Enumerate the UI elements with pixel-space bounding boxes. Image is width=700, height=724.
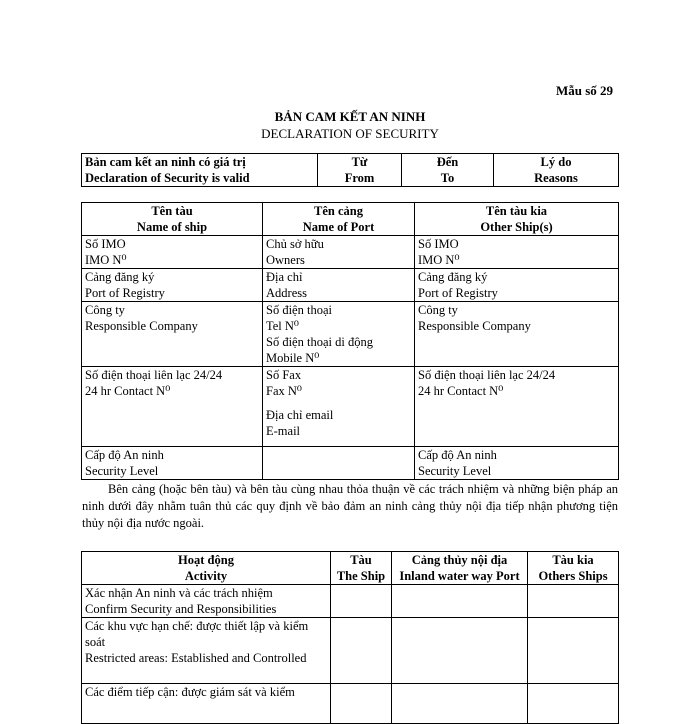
other-imo-en: IMO N⁰	[418, 253, 460, 267]
header-inland-port-en: Inland water way Port	[399, 569, 520, 583]
header-the-ship-en: The Ship	[336, 569, 386, 583]
from-cell[interactable]	[318, 154, 402, 187]
header-other-vi: Tên tàu kia	[485, 204, 548, 218]
from-label-en: From	[344, 171, 375, 185]
port-phone-cell[interactable]	[263, 302, 415, 367]
validity-label-en: Declaration of Security is valid	[85, 171, 250, 185]
header-others-ships-vi: Tàu kia	[552, 553, 594, 567]
port-address-cell[interactable]	[263, 269, 415, 302]
header-others-ships	[528, 552, 619, 585]
header-activity	[82, 552, 331, 585]
other-security-en: Security Level	[418, 464, 492, 478]
header-activity-vi: Hoạt động	[178, 553, 234, 567]
header-others-ships-en: Others Ships	[538, 569, 608, 583]
other-registry-en: Port of Registry	[418, 286, 498, 300]
port-owner-cell[interactable]	[263, 236, 415, 269]
other-security-cell[interactable]	[415, 447, 619, 480]
header-inland-port	[392, 552, 528, 585]
to-label-en: To	[440, 171, 455, 185]
ship-company-cell[interactable]	[82, 302, 263, 367]
port-address-en: Address	[266, 286, 307, 300]
other-contact-en: 24 hr Contact N⁰	[418, 384, 504, 398]
port-check-cell[interactable]	[392, 618, 528, 684]
others-check-cell[interactable]	[528, 684, 619, 724]
table-row	[82, 618, 619, 684]
ship-security-vi: Cấp độ An ninh	[85, 448, 164, 462]
ship-registry-vi: Cảng đăng ký	[85, 270, 155, 284]
port-owner-vi: Chủ sở hữu	[266, 237, 324, 251]
port-fax-vi: Số Fax	[266, 368, 302, 382]
from-label-vi: Từ	[351, 155, 368, 169]
port-email-vi: Địa chỉ email	[266, 408, 334, 422]
activity-vi: Xác nhận An ninh và các trách nhiệm	[85, 586, 273, 600]
ship-check-cell[interactable]	[331, 585, 392, 618]
port-check-cell[interactable]	[392, 585, 528, 618]
title-vietnamese: BẢN CAM KẾT AN NINH	[274, 109, 426, 124]
others-check-cell[interactable]	[528, 618, 619, 684]
port-tel-vi: Số điện thoại	[266, 303, 332, 317]
port-fax-email-cell[interactable]	[263, 367, 415, 447]
header-ship-name	[82, 203, 263, 236]
ship-check-cell[interactable]	[331, 684, 392, 724]
reason-label-vi: Lý do	[540, 155, 572, 169]
ship-imo-vi: Số IMO	[85, 237, 126, 251]
port-address-vi: Địa chỉ	[266, 270, 303, 284]
ship-contact-vi: Số điện thoại liên lạc 24/24	[85, 368, 223, 382]
reason-label-en: Reasons	[534, 171, 578, 185]
form-number: Mẫu số 29	[556, 83, 614, 98]
ship-contact-en: 24 hr Contact N⁰	[85, 384, 171, 398]
header-port-name	[263, 203, 415, 236]
ship-registry-en: Port of Registry	[85, 286, 165, 300]
port-mobile-en: Mobile N⁰	[266, 351, 320, 365]
ship-imo-cell[interactable]	[82, 236, 263, 269]
header-port-en: Name of Port	[302, 220, 375, 234]
other-contact-cell[interactable]	[415, 367, 619, 447]
header-ship-vi: Tên tàu	[151, 204, 193, 218]
other-contact-vi: Số điện thoại liên lạc 24/24	[418, 368, 556, 382]
table-row	[82, 684, 619, 724]
header-activity-en: Activity	[184, 569, 228, 583]
other-imo-vi: Số IMO	[418, 237, 459, 251]
validity-table	[81, 153, 619, 187]
title-english: DECLARATION OF SECURITY	[261, 126, 439, 141]
port-owner-en: Owners	[266, 253, 305, 267]
other-security-vi: Cấp độ An ninh	[418, 448, 497, 462]
activity-vi: Các điểm tiếp cận: được giám sát và kiểm	[85, 685, 295, 699]
port-fax-en: Fax N⁰	[266, 384, 302, 398]
header-other-ships	[415, 203, 619, 236]
activity-cell	[82, 684, 331, 724]
activity-cell	[82, 618, 331, 684]
other-registry-vi: Cảng đăng ký	[418, 270, 488, 284]
spacer	[266, 399, 411, 407]
port-mobile-vi: Số điện thoại di động	[266, 335, 373, 349]
validity-label-vi: Bản cam kết an ninh có giá trị	[85, 155, 246, 169]
header-other-en: Other Ship(s)	[480, 220, 553, 234]
ship-company-en: Responsible Company	[85, 319, 198, 333]
port-email-en: E-mail	[266, 424, 301, 438]
other-imo-cell[interactable]	[415, 236, 619, 269]
header-the-ship	[331, 552, 392, 585]
other-company-en: Responsible Company	[418, 319, 531, 333]
activity-table	[81, 551, 619, 724]
agreement-paragraph: Bên cảng (hoặc bên tàu) và bên tàu cùng nhau thỏa thuận về các trách nhiệm và những biện pháp an ninh dưới đây nhằm tuân thủ các quy định về bảo đảm an ninh cảng thủy nội địa tiếp nhận phương tiện thủy nội địa nước ngoài.	[82, 482, 618, 530]
port-check-cell[interactable]	[392, 684, 528, 724]
other-company-cell[interactable]	[415, 302, 619, 367]
activity-en: Restricted areas: Established and Controlled	[85, 651, 307, 665]
activity-en: Confirm Security and Responsibilities	[85, 602, 277, 616]
ship-imo-en: IMO N⁰	[85, 253, 127, 267]
port-tel-en: Tel N⁰	[266, 319, 299, 333]
ship-check-cell[interactable]	[331, 618, 392, 684]
ships-table	[81, 202, 619, 480]
validity-label-cell	[82, 154, 318, 187]
ship-security-en: Security Level	[85, 464, 159, 478]
to-cell[interactable]	[402, 154, 494, 187]
other-registry-cell[interactable]	[415, 269, 619, 302]
ship-company-vi: Công ty	[85, 303, 125, 317]
header-the-ship-vi: Tàu	[350, 553, 372, 567]
reason-cell[interactable]	[494, 154, 619, 187]
header-inland-port-vi: Cảng thủy nội địa	[411, 553, 508, 567]
ship-registry-cell[interactable]	[82, 269, 263, 302]
header-ship-en: Name of ship	[136, 220, 208, 234]
ship-security-cell[interactable]	[82, 447, 263, 480]
ship-contact-cell[interactable]	[82, 367, 263, 447]
other-company-vi: Công ty	[418, 303, 458, 317]
port-blank-cell[interactable]	[263, 447, 415, 480]
others-check-cell[interactable]	[528, 585, 619, 618]
table-row	[82, 585, 619, 618]
activity-vi: Các khu vực hạn chế: được thiết lập và kiểm soát	[85, 619, 309, 649]
header-port-vi: Tên cảng	[314, 204, 363, 218]
activity-cell	[82, 585, 331, 618]
to-label-vi: Đến	[436, 155, 459, 169]
